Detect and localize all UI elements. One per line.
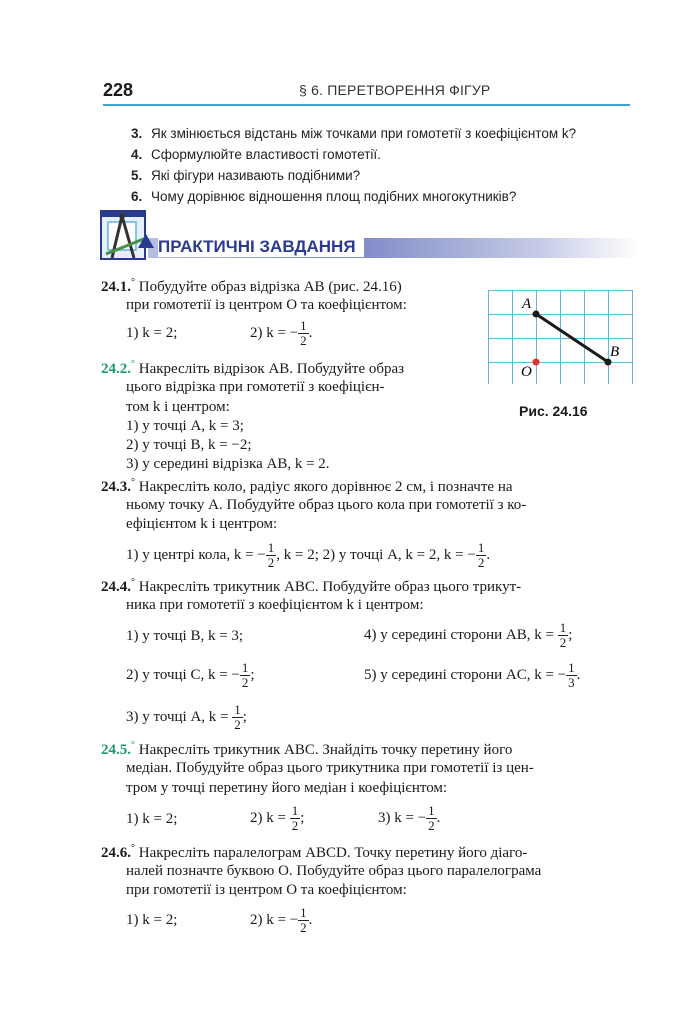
exercise-24-1-line2: при гомотетії із центром O та коефіцієнтом: [126, 297, 407, 313]
question-3: 3. Як змінюється відстань між точками при гомотетії з коефіцієнтом k? [131, 126, 577, 141]
exercise-24-2-line3: том k і центром: [126, 399, 230, 415]
exercise-24-3-line3: ефіцієнтом k і центром: [126, 516, 278, 532]
exercise-24-3-options: 1) у центрі кола, k = − $\frac{1}{2}$ , k = 2; 2) у точці A, k = 2, k = − $\frac{1}{2}$ . [126, 540, 491, 570]
exercise-24-4-opt3: 3) у точці A, k = $\frac{1}{2}$ ; [126, 702, 247, 732]
exercise-24-2-opt3: 3) у середині відрізка AB, k = 2. [126, 456, 330, 472]
header-rule [103, 104, 630, 106]
exercise-24-6-opt2: 2) k = − $\frac{1}{2}$ . [250, 905, 313, 935]
exercise-24-2: 24.2.° Накресліть відрізок AB. Побудуйте образ [101, 359, 405, 377]
exercise-24-4: 24.4.° Накресліть трикутник ABC. Побудуйте образ цього трикут- [101, 577, 522, 595]
question-5: 5. Які фігури називають подібними? [131, 168, 361, 183]
figure-24-16 [488, 290, 633, 385]
exercise-24-6-opt1: 1) k = 2; [126, 912, 178, 928]
exercise-24-3: 24.3.° Накресліть коло, радіус якого дорівнює 2 см, і позначте на [101, 477, 513, 495]
exercise-24-4-opt2: 2) у точці C, k = − $\frac{1}{2}$ ; [126, 660, 255, 690]
exercise-24-5-opt1: 1) k = 2; [126, 811, 178, 827]
question-6: 6. Чому дорівнює відношення площ подібних многокутників? [131, 189, 517, 204]
label-a: A [522, 296, 532, 312]
page-number: 228 [103, 80, 134, 100]
exercise-24-5-opt3: 3) k = − $\frac{1}{2}$ . [378, 803, 441, 833]
exercise-24-6-line3: при гомотетії із центром O та коефіцієнтом: [126, 882, 407, 898]
exercise-24-4-opt4: 4) у середині сторони AB, k = $\frac{1}{2}$ ; [364, 620, 573, 650]
exercise-24-5: 24.5.° Накресліть трикутник ABC. Знайдіть точку перетину його [101, 740, 513, 758]
exercise-24-1-opt2: 2) k = − $\frac{1}{2}$ . [250, 318, 313, 348]
section-title: § 6. ПЕРЕТВОРЕННЯ ФІГУР [299, 82, 491, 98]
exercise-24-5-opt2: 2) k = $\frac{1}{2}$ ; [250, 803, 305, 833]
exercise-24-4-opt5: 5) у середині сторони AC, k = − $\frac{1}{3}$ . [364, 660, 581, 690]
exercise-24-1-opt1: 1) k = 2; [126, 325, 178, 341]
exercise-24-5-line2: медіан. Побудуйте образ цього трикутника при гомотетії із цен- [126, 760, 534, 776]
exercise-24-5-line3: тром у точці перетину його медіан і коефіцієнтом: [126, 780, 448, 796]
question-4: 4. Сформулюйте властивості гомотетії. [131, 147, 381, 162]
exercise-24-2-line2: цього відрізка при гомотетії з коефіцієн- [126, 379, 385, 395]
drafting-tools-icon [98, 208, 156, 266]
practical-title: ПРАКТИЧНІ ЗАВДАННЯ [158, 237, 364, 257]
exercise-24-2-opt1: 1) у точці A, k = 3; [126, 418, 244, 434]
practical-tasks-heading [98, 208, 638, 266]
figure-caption: Рис. 24.16 [519, 403, 588, 419]
exercise-24-4-opt1: 1) у точці B, k = 3; [126, 628, 244, 644]
exercise-24-3-line2: ньому точку A. Побудуйте образ цього кола при гомотетії з ко- [126, 497, 527, 513]
exercise-24-1: 24.1.° Побудуйте образ відрізка AB (рис. 24.16) [101, 277, 402, 295]
exercise-24-6-line2: налей позначте буквою O. Побудуйте образ цього паралелограма [126, 863, 542, 879]
exercise-24-2-opt2: 2) у точці B, k = −2; [126, 437, 252, 453]
point-o [533, 359, 540, 366]
point-a [533, 311, 540, 318]
label-b: B [610, 344, 620, 360]
exercise-24-6: 24.6.° Накресліть паралелограм ABCD. Точку перетину його діаго- [101, 843, 528, 861]
exercise-24-4-line2: ника при гомотетії з коефіцієнтом k і центром: [126, 597, 424, 613]
label-o: O [521, 364, 532, 380]
page-header [103, 80, 630, 106]
